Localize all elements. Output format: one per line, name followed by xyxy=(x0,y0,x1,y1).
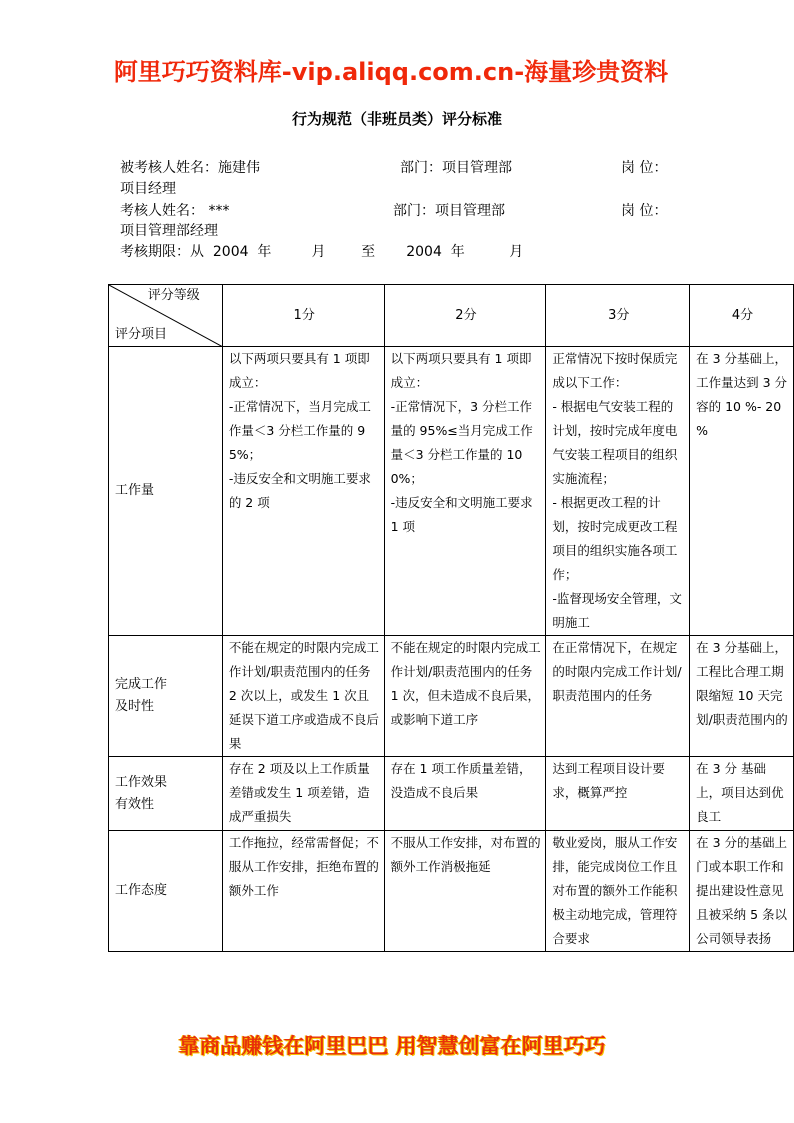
level-header-3: 3分 xyxy=(546,285,690,347)
level-header-2: 2分 xyxy=(384,285,546,347)
examiner-name: 考核人姓名： *** xyxy=(120,203,230,219)
criteria-cell: 存在 2 项及以上工作质量差错或发生 1 项差错，造成严重损失 xyxy=(222,757,384,831)
examiner-department: 部门：项目管理部 xyxy=(393,203,505,219)
header-banner-text: 阿里巧巧资料库-vip.aliqq.com.cn-海量珍贵资料 xyxy=(113,58,669,86)
header-banner xyxy=(0,52,794,87)
criteria-cell: 以下两项只要具有 1 项即成立： -正常情况下，当月完成工作量＜3 分栏工作量的 95%； -违反安全和文明施工要求的 2 项 xyxy=(222,347,384,636)
criteria-cell: 不能在规定的时限内完成工作计划/职责范围内的任务 2 次以上，或发生 1 次且延误下道工序或造成不良后果 xyxy=(222,636,384,757)
table-row xyxy=(109,831,794,952)
criteria-cell: 工作拖拉，经常需督促；不服从工作安排，拒绝布置的额外工作 xyxy=(222,831,384,952)
row-item-timeliness: 完成工作 及时性 xyxy=(109,636,223,757)
row-item-workload: 工作量 xyxy=(109,347,223,636)
level-header-4: 4分 xyxy=(690,285,794,347)
corner-label-item: 评分项目 xyxy=(115,327,168,342)
table-row xyxy=(109,636,794,757)
row-item-attitude: 工作态度 xyxy=(109,831,223,952)
document-title xyxy=(0,108,794,129)
footer-banner xyxy=(0,1030,794,1060)
criteria-cell: 敬业爱岗，服从工作安排，能完成岗位工作且对布置的额外工作能积极主动地完成，管理符合要求 xyxy=(546,831,690,952)
criteria-cell: 在 3 分基础上，工程比合理工期限缩短 10 天完划/职责范围内的 xyxy=(690,636,794,757)
criteria-cell: 正常情况下按时保质完成以下工作： - 根据电气安装工程的计划，按时完成年度电气安装工程项目的组织实施流程； - 根据更改工程的计划，按时完成更改工程项目的组织实施各项工作； -监督现场安全管理，文明施工 xyxy=(546,347,690,636)
examinee-post-label: 岗 位： xyxy=(621,160,668,176)
criteria-cell: 在 3 分基础上，工作量达到 3 分容的 10 %- 20 % xyxy=(690,347,794,636)
criteria-cell: 达到工程项目设计要求，概算严控 xyxy=(546,757,690,831)
examinee-department: 部门：项目管理部 xyxy=(400,160,512,176)
criteria-cell: 不服从工作安排，对布置的额外工作消极拖延 xyxy=(384,831,546,952)
scoring-table xyxy=(108,284,794,952)
footer-banner-text: 靠商品赚钱在阿里巴巴 用智慧创富在阿里巧巧 xyxy=(178,1034,606,1058)
table-header-row xyxy=(109,285,794,347)
document-title-text: 行为规范（非班员类）评分标准 xyxy=(291,110,502,128)
table-row xyxy=(109,757,794,831)
criteria-cell: 在 3 分 基础上，项目达到优良工 xyxy=(690,757,794,831)
table-corner-cell xyxy=(109,285,223,347)
examiner-post-label: 岗 位： xyxy=(621,203,668,219)
corner-label-level: 评分等级 xyxy=(147,288,200,303)
criteria-cell: 在 3 分的基础上门或本职工作和提出建设性意见且被采纳 5 条以公司领导表扬 xyxy=(690,831,794,952)
row-item-effectiveness: 工作效果 有效性 xyxy=(109,757,223,831)
table-row xyxy=(109,347,794,636)
examinee-name: 被考核人姓名：施建伟 xyxy=(120,160,260,176)
examiner-post: 项目管理部经理 xyxy=(120,223,218,239)
criteria-cell: 存在 1 项工作质量差错，没造成不良后果 xyxy=(384,757,546,831)
examinee-post: 项目经理 xyxy=(120,181,176,197)
level-header-1: 1分 xyxy=(222,285,384,347)
criteria-cell: 不能在规定的时限内完成工作计划/职责范围内的任务 1 次，但未造成不良后果，或影响下道工序 xyxy=(384,636,546,757)
criteria-cell: 以下两项只要具有 1 项即成立： -正常情况下，3 分栏工作量的 95%≤当月完成工作量＜3 分栏工作量的 100%； -违反安全和文明施工要求 1 项 xyxy=(384,347,546,636)
criteria-cell: 在正常情况下，在规定的时限内完成工作计划/职责范围内的任务 xyxy=(546,636,690,757)
assessment-period: 考核期限：从 2004 年 月 至 2004 年 月 xyxy=(120,244,524,260)
